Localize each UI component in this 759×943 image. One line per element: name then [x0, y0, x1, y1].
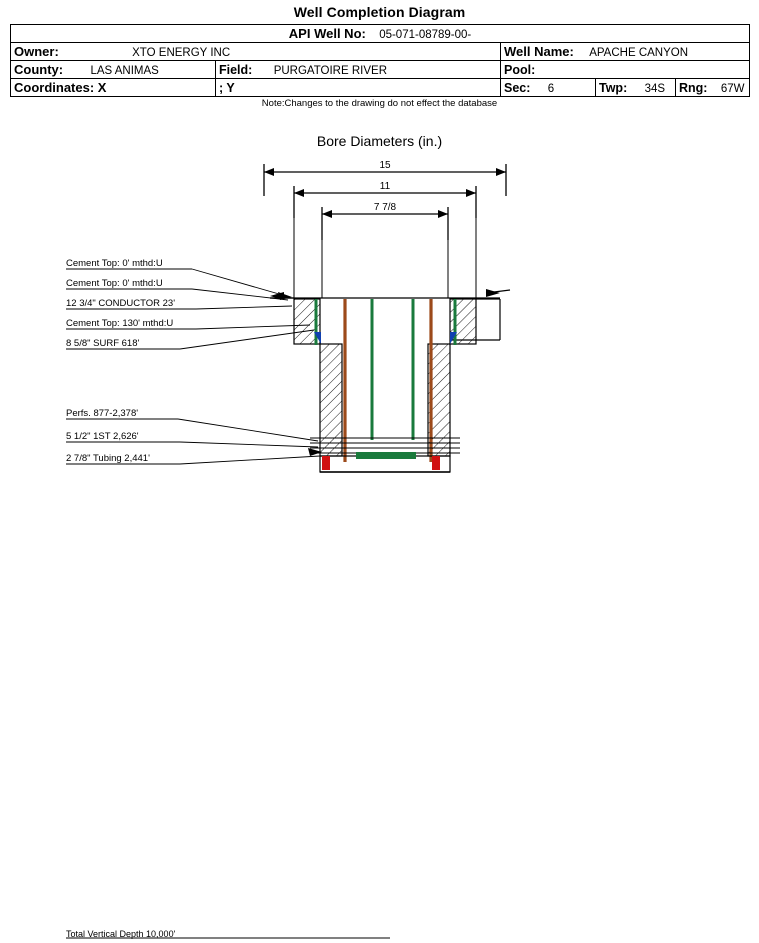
- county-cell: [11, 61, 216, 79]
- cement-annulus: [294, 299, 476, 456]
- coordinates-label: Coordinates: X: [14, 80, 107, 95]
- county-value: LAS ANIMAS: [90, 65, 159, 77]
- field-cell: [216, 61, 501, 79]
- bottomhole-assembly: [310, 438, 460, 472]
- owner-label: Owner:: [14, 44, 59, 59]
- pool-cell: [501, 61, 750, 79]
- table-row-owner: [11, 43, 750, 61]
- wellhead-outline: [270, 289, 510, 340]
- dimension-label-11: 11: [379, 181, 391, 192]
- coordinates-y-label: ; Y: [219, 80, 235, 95]
- annotation-conductor: 12 3/4" CONDUCTOR 23': [66, 298, 176, 309]
- annotation-production-casing: 5 1/2" 1ST 2,626': [66, 431, 139, 442]
- rng-label: Rng:: [679, 80, 708, 95]
- well-header-table: [10, 24, 750, 97]
- table-row-county: [11, 61, 750, 79]
- api-cell: [11, 25, 750, 43]
- wellname-value: APACHE CANYON: [589, 47, 689, 59]
- bore-extension-lines: [294, 218, 476, 298]
- sec-value: 6: [547, 82, 555, 95]
- rng-value: 67W: [720, 82, 745, 95]
- drawing-note: Note:Changes to the drawing do not effect the database: [261, 98, 498, 109]
- dimension-label-15: 15: [379, 160, 391, 171]
- sec-cell: [501, 79, 596, 97]
- bore-diameters-title: Bore Diameters (in.): [316, 133, 443, 149]
- annotation-leader-lines: [66, 269, 390, 938]
- wellname-cell: [501, 43, 750, 61]
- annotation-cement-top-0-b: Cement Top: 0' mthd:U: [66, 278, 163, 289]
- twp-value: 34S: [644, 82, 666, 95]
- api-value: 05-071-08789-00-: [379, 29, 472, 41]
- rng-cell: [676, 79, 750, 97]
- table-row-coordinates: [11, 79, 750, 97]
- api-label: API Well No:: [288, 26, 366, 41]
- field-value: PURGATOIRE RIVER: [273, 64, 388, 77]
- annotation-surface-casing: 8 5/8" SURF 618': [66, 338, 140, 349]
- coordinates-x-cell: [11, 79, 216, 97]
- wellname-label: Well Name:: [504, 44, 574, 59]
- county-label: County:: [14, 62, 64, 77]
- table-row-api: [11, 25, 750, 43]
- total-vertical-depth-label: Total Vertical Depth 10,000': [66, 929, 176, 939]
- owner-value: XTO ENERGY INC: [132, 47, 231, 59]
- page-title: Well Completion Diagram: [293, 4, 466, 20]
- pool-label: Pool:: [504, 62, 536, 77]
- twp-label: Twp:: [599, 80, 628, 95]
- pool-value: [535, 65, 543, 77]
- twp-cell: [596, 79, 676, 97]
- casing-strings: [316, 299, 455, 462]
- annotation-perfs: Perfs. 877-2,378': [66, 408, 139, 419]
- dimension-label-7-7-8: 7 7/8: [373, 202, 397, 213]
- packer-markers: [314, 332, 457, 344]
- annotation-cement-top-130: Cement Top: 130' mthd:U: [66, 318, 174, 329]
- field-label: Field:: [219, 62, 253, 77]
- owner-cell: [11, 43, 501, 61]
- annotation-cement-top-0-a: Cement Top: 0' mthd:U: [66, 258, 163, 269]
- annotation-tubing: 2 7/8" Tubing 2,441': [66, 453, 150, 464]
- coordinates-y-cell: [216, 79, 501, 97]
- sec-label: Sec:: [504, 80, 531, 95]
- annotation-arrowheads: [278, 292, 322, 456]
